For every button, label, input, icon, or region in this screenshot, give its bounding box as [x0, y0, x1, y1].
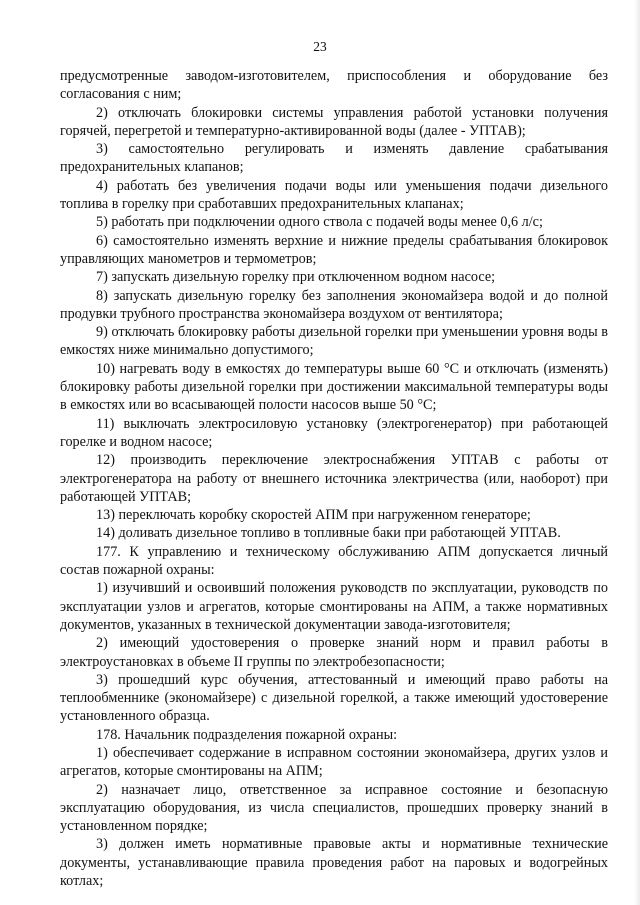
- paragraph-177-item-1: 1) изучивший и освоивший положения руководств по эксплуатации, руководств по эксплуатации узлов и агрегатов, которые смонтированы на АПМ, а также нормативных документов, указанных в технической документации завода-изготовителя;: [60, 580, 608, 633]
- paragraph-178-item-3: 3) должен иметь нормативные правовые акты и нормативные технические документы, устанавливающие правила проведения работ на паровых и водогрейных котлах;: [60, 836, 608, 890]
- paragraph-item-2: 2) отключать блокировки системы управления работой установки получения горячей, перегретой и температурно-активированной воды (далее - УПТАВ);: [60, 104, 608, 139]
- paragraph-178-item-1: 1) обеспечивает содержание в исправном состоянии экономайзера, других узлов и агрегатов, которые смонтированы на АПМ;: [60, 744, 608, 780]
- paragraph-continuation: предусмотренные заводом-изготовителем, приспособления и оборудование без согласования с ним;: [60, 68, 608, 103]
- paragraph-item-10: 10) нагревать воду в емкостях до температуры выше 60 °С и отключать (изменять) блокировку работы дизельной горелки при достижении максимальной температуры воды в емкостях или во всасывающей полости насосов выше 50 °С;: [60, 360, 608, 414]
- document-body: [60, 67, 608, 890]
- paragraph-item-14: 14) доливать дизельное топливо в топливные баки при работающей УПТАВ.: [96, 525, 561, 542]
- paragraph-item-5: 5) работать при подключении одного ствола с подачей воды менее 0,6 л/с;: [96, 214, 543, 231]
- paragraph-section-178: 178. Начальник подразделения пожарной охраны:: [96, 726, 398, 743]
- paragraph-178-item-2: 2) назначает лицо, ответственное за исправное состояние и безопасную эксплуатацию оборудования, из числа специалистов, прошедших проверку знаний в установленном порядке;: [60, 781, 608, 835]
- paragraph-item-13: 13) переключать коробку скоростей АПМ при нагруженном генераторе;: [96, 507, 531, 524]
- paragraph-item-12: 12) производить переключение электроснабжения УПТАВ с работы от электрогенератора на работу от внешнего источника электричества (или, наоборот) при работающей УПТАВ;: [60, 452, 608, 505]
- paragraph-177-item-3: 3) прошедший курс обучения, аттестованный и имеющий право работы на теплообменнике (экономайзере) с дизельной горелкой, а также имеющий удостоверение установленного образца.: [60, 671, 608, 725]
- paragraph-section-177: 177. К управлению и техническому обслуживанию АПМ допускается личный состав пожарной охраны:: [60, 543, 608, 579]
- paragraph-item-3: 3) самостоятельно регулировать и изменять давление срабатывания предохранительных клапанов;: [60, 141, 608, 176]
- paragraph-item-9: 9) отключать блокировку работы дизельной горелки при уменьшении уровня воды в емкостях ниже минимально допустимого;: [60, 324, 608, 359]
- paragraph-item-8: 8) запускать дизельную горелку без заполнения экономайзера водой и до полной продувки трубного пространства экономайзера воздухом от вентилятора;: [60, 287, 608, 322]
- paragraph-item-7: 7) запускать дизельную горелку при отключенном водном насосе;: [96, 269, 496, 286]
- page-number: 23: [313, 39, 327, 54]
- paragraph-item-11: 11) выключать электросиловую установку (электрогенератор) при работающей горелке и водном насосе;: [60, 415, 608, 450]
- paragraph-177-item-2: 2) имеющий удостоверения о проверке знаний норм и правил работы в электроустановках в объеме II группы по электробезопасности;: [60, 635, 608, 670]
- scan-edge-shadow: [634, 0, 640, 905]
- paragraph-item-6: 6) самостоятельно изменять верхние и нижние пределы срабатывания блокировок управляющих манометров и термометров;: [60, 232, 608, 267]
- paragraph-item-4: 4) работать без увеличения подачи воды или уменьшения подачи дизельного топлива в горелку при сработавших предохранительных клапанах;: [60, 177, 608, 213]
